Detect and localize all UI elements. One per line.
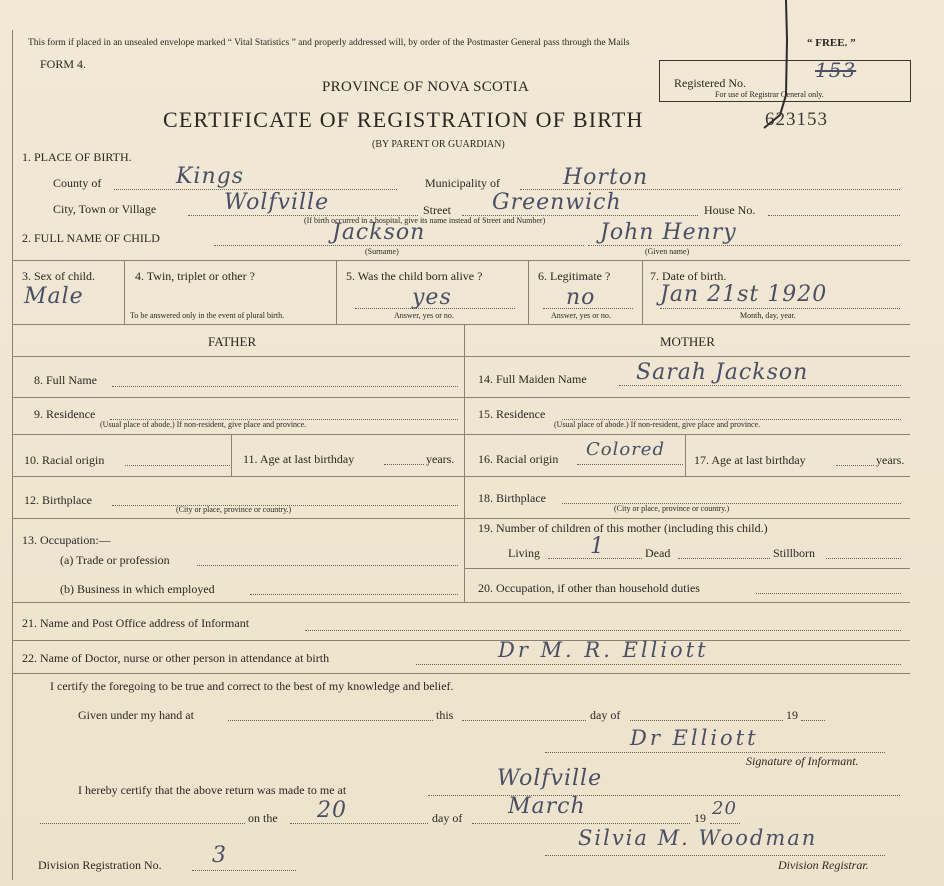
- registrar-statement: I hereby certify that the above return was made to me at: [78, 783, 347, 797]
- twin-note: To be answered only in the event of plural birth.: [130, 311, 285, 320]
- city-value: Wolfville: [224, 190, 330, 215]
- reg-day-of-label: day of: [432, 811, 463, 825]
- mother-living-label: Living: [508, 546, 540, 560]
- registrar-place-value: Wolfville: [497, 766, 603, 791]
- sex-value: Male: [24, 284, 84, 309]
- reg-year-suffix: 20: [712, 798, 737, 819]
- father-racial-label: 10. Racial origin: [24, 453, 105, 467]
- twin-label: 4. Twin, triplet or other ?: [135, 269, 255, 283]
- mother-racial-line: [577, 464, 683, 465]
- division-number-label: Division Registration No.: [38, 858, 162, 872]
- registrar-place-line: [428, 795, 900, 796]
- given-under-label: Given under my hand at: [78, 708, 194, 722]
- province-heading: PROVINCE OF NOVA SCOTIA: [322, 79, 530, 95]
- mother-age-label: 17. Age at last birthday: [694, 453, 806, 467]
- municipality-label: Municipality of: [425, 176, 500, 190]
- born-alive-label: 5. Was the child born alive ?: [346, 269, 483, 283]
- father-residence-label: 9. Residence: [34, 407, 96, 421]
- city-label: City, Town or Village: [53, 202, 157, 216]
- father-residence-note: (Usual place of abode.) If non-resident, give place and province.: [100, 420, 307, 429]
- mother-occupation-label: 20. Occupation, if other than household duties: [478, 581, 700, 595]
- registered-number-label: Registered No.: [674, 76, 746, 90]
- parents-divider: [464, 324, 465, 602]
- informant-signature-value: Dr Elliott: [630, 726, 759, 750]
- date-of-birth-value: Jan 21st 1920: [660, 282, 828, 307]
- house-number-line: [768, 215, 900, 216]
- mother-maiden-label: 14. Full Maiden Name: [478, 372, 587, 386]
- mother-stillborn-label: Stillborn: [773, 546, 816, 560]
- father-racial-divider: [231, 434, 232, 476]
- registered-number-note: For use of Registrar General only.: [715, 90, 824, 99]
- divider-6-7: [642, 260, 643, 324]
- divider-4-5: [336, 260, 337, 324]
- street-value: Greenwich: [492, 190, 622, 215]
- on-the-leading-line: [40, 823, 245, 824]
- child-name-label: 2. FULL NAME OF CHILD: [22, 231, 160, 245]
- father-business-label: (b) Business in which employed: [60, 582, 215, 596]
- mother-racial-value: Colored: [586, 439, 665, 460]
- informant-label: 21. Name and Post Office address of Informant: [22, 616, 250, 630]
- born-alive-note: Answer, yes or no.: [394, 311, 454, 320]
- registrar-signature-line: [545, 855, 885, 856]
- father-birthplace-label: 12. Birthplace: [24, 493, 92, 507]
- mother-residence-label: 15. Residence: [478, 407, 546, 421]
- place-of-birth-label: 1. PLACE OF BIRTH.: [22, 150, 132, 164]
- day-of-label: day of: [590, 708, 621, 722]
- rule-mother-16: [464, 476, 910, 477]
- child-given-line: [588, 245, 900, 246]
- rule-under-headings: [12, 356, 910, 357]
- mother-maiden-value: Sarah Jackson: [636, 360, 809, 385]
- reg-year-line: [710, 823, 740, 824]
- county-value: Kings: [176, 164, 245, 189]
- divider-3-4: [124, 260, 125, 324]
- father-trade-label: (a) Trade or profession: [60, 553, 170, 567]
- informant-line: [305, 630, 901, 631]
- sex-label: 3. Sex of child.: [22, 269, 95, 283]
- rule-after-doctor: [12, 673, 910, 674]
- child-surname-value: Jackson: [332, 220, 426, 245]
- street-label: Street: [423, 203, 451, 217]
- mother-age-line: [836, 465, 874, 466]
- father-business-line: [250, 594, 458, 595]
- on-the-label: on the: [248, 811, 278, 825]
- mother-children-label: 19. Number of children of this mother (including this child.): [478, 521, 768, 535]
- doctor-value: Dr M. R. Elliott: [498, 638, 709, 662]
- mother-racial-divider: [685, 434, 686, 476]
- mother-birthplace-line: [562, 503, 901, 504]
- given-at-line: [228, 720, 433, 721]
- mailing-notice-free: “ FREE. ”: [807, 37, 856, 49]
- division-number-line: [192, 870, 296, 871]
- father-trade-line: [197, 565, 458, 566]
- father-racial-line: [125, 465, 230, 466]
- day-of-line: [630, 720, 783, 721]
- reg-month-line: [472, 823, 690, 824]
- stamped-number: 623153: [765, 109, 828, 130]
- born-alive-value: yes: [412, 285, 452, 310]
- year-line: [801, 720, 825, 721]
- father-birthplace-note: (City or place, province or country.): [176, 505, 292, 514]
- child-surname-line: [214, 245, 584, 246]
- doctor-label: 22. Name of Doctor, nurse or other person in attendance at birth: [22, 651, 330, 665]
- this-label: this: [436, 708, 454, 722]
- mother-living-value: 1: [590, 534, 605, 559]
- father-age-unit: years.: [426, 452, 455, 466]
- rule-mother-18: [464, 518, 910, 519]
- father-occupation-label: 13. Occupation:—: [22, 533, 111, 547]
- legitimate-label: 6. Legitimate ?: [538, 269, 611, 283]
- child-given-value: John Henry: [600, 220, 737, 245]
- mother-racial-label: 16. Racial origin: [478, 452, 559, 466]
- rule-after-details: [12, 324, 910, 325]
- signature-of-informant-label: Signature of Informant.: [746, 754, 859, 768]
- date-of-birth-line: [660, 308, 900, 309]
- legitimate-note: Answer, yes or no.: [551, 311, 611, 320]
- certify-statement: I certify the foregoing to be true and correct to the best of my knowledge and belief.: [50, 679, 454, 693]
- informant-signature-line: [545, 752, 885, 753]
- year-prefix: 19: [786, 708, 798, 722]
- date-of-birth-label: 7. Date of birth.: [650, 269, 727, 283]
- rule-mother-15: [464, 434, 910, 435]
- rule-father-10: [12, 476, 464, 477]
- mother-residence-note: (Usual place of abode.) If non-resident, give place and province.: [554, 420, 761, 429]
- mother-stillborn-line: [826, 558, 901, 559]
- father-name-line: [112, 386, 458, 387]
- divider-5-6: [528, 260, 529, 324]
- reg-month-value: March: [508, 794, 586, 819]
- house-number-label: House No.: [704, 203, 756, 217]
- father-age-label: 11. Age at last birthday: [243, 452, 355, 466]
- division-registrar-label: Division Registrar.: [778, 858, 869, 872]
- reg-day-value: 20: [317, 798, 347, 823]
- father-heading: FATHER: [208, 334, 257, 349]
- mailing-notice: This form if placed in an unsealed envelope marked “ Vital Statistics ” and properly addressed will, by order of the Postmaster General pass through the Mails: [28, 38, 630, 48]
- rule-father-8: [12, 397, 464, 398]
- certificate-subtitle: (BY PARENT OR GUARDIAN): [372, 139, 505, 150]
- legitimate-value: no: [566, 285, 596, 310]
- mother-age-unit: years.: [876, 453, 905, 467]
- date-of-birth-note: Month, day, year.: [740, 311, 796, 320]
- mother-dead-line: [678, 558, 770, 559]
- father-name-label: 8. Full Name: [34, 373, 97, 387]
- rule-after-child-name: [12, 260, 910, 261]
- this-day-line: [462, 720, 586, 721]
- mother-dead-label: Dead: [645, 546, 671, 560]
- mother-maiden-line: [619, 385, 901, 386]
- rule-father-9: [12, 434, 464, 435]
- child-given-note: (Given name): [645, 247, 690, 256]
- mother-birthplace-label: 18. Birthplace: [478, 491, 546, 505]
- doctor-line: [416, 664, 901, 665]
- rule-after-informant: [12, 640, 910, 641]
- division-number-value: 3: [212, 843, 227, 868]
- municipality-value: Horton: [563, 165, 649, 190]
- reg-year-prefix: 19: [694, 811, 706, 825]
- mother-heading: MOTHER: [660, 334, 715, 349]
- registered-number-value: 153: [815, 58, 857, 82]
- mother-birthplace-note: (City or place, province or country.): [614, 504, 730, 513]
- county-label: County of: [53, 176, 102, 190]
- rule-mother-19: [464, 568, 910, 569]
- registrar-signature-value: Silvia M. Woodman: [578, 826, 818, 850]
- form-number: FORM 4.: [40, 57, 87, 71]
- rule-after-parents: [12, 602, 910, 603]
- reg-day-line: [290, 823, 428, 824]
- rule-mother-14: [464, 397, 910, 398]
- rule-father-12: [12, 518, 464, 519]
- mother-occupation-line: [756, 593, 901, 594]
- certificate-title: CERTIFICATE OF REGISTRATION OF BIRTH: [163, 107, 644, 132]
- hospital-note: (If birth occurred in a hospital, give its name instead of Street and Number): [304, 216, 546, 225]
- child-surname-note: (Surname): [365, 247, 399, 256]
- father-age-line: [384, 464, 424, 465]
